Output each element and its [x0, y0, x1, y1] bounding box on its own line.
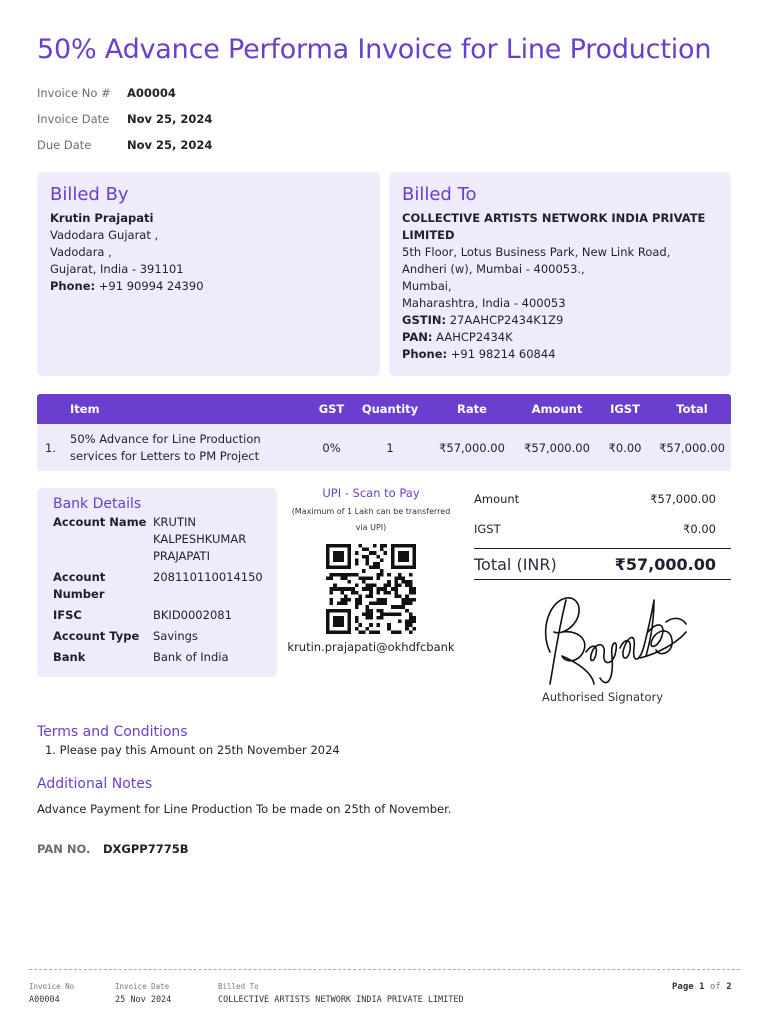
account-number-value: 208110110014150: [153, 570, 263, 584]
bank-details-title: Bank Details: [53, 496, 142, 512]
page-word: Page: [672, 982, 694, 992]
due-date-value: Nov 25, 2024: [127, 138, 213, 152]
invoice-meta: [37, 80, 212, 158]
upi-section: [286, 486, 456, 654]
footer-invoice-no: [29, 982, 74, 1005]
row-rate: ₹57,000.00: [439, 440, 505, 455]
header-igst: IGST: [610, 402, 640, 416]
row-gst: 0%: [322, 440, 341, 455]
footer-invoice-no-value: A00004: [29, 995, 60, 1005]
billed-to-name: COLLECTIVE ARTISTS NETWORK INDIA PRIVATE LIMITED: [402, 211, 706, 242]
bank-name-row: [53, 649, 261, 666]
billed-to-gstin-value: 27AAHCP2434K1Z9: [449, 313, 564, 327]
items-table: [37, 394, 731, 471]
signature-image: [536, 592, 690, 688]
table-row: [37, 424, 731, 471]
notes-text: Advance Payment for Line Production To be made on 25th of November.: [37, 802, 452, 816]
billed-by-address-line1: Vadodara Gujarat ,: [50, 228, 159, 242]
footer-divider: [29, 969, 740, 970]
upi-title: UPI - Scan to Pay: [322, 486, 420, 500]
row-number: 1.: [45, 440, 56, 455]
billed-by-address-line3: Gujarat, India - 391101: [50, 262, 184, 276]
footer-billed-to: [218, 982, 464, 1005]
header-item: Item: [70, 401, 100, 416]
invoice-no-value: A00004: [127, 86, 176, 100]
account-name-label: Account Name: [53, 515, 147, 529]
footer-invoice-date: [115, 982, 171, 1005]
row-igst: ₹0.00: [608, 440, 642, 455]
row-item: 50% Advance for Line Production services for Letters to PM Project: [70, 431, 261, 463]
summary-total-label: Total (INR): [474, 554, 557, 574]
billed-to-gstin: [402, 312, 718, 329]
summary-amount-label: Amount: [474, 492, 520, 506]
invoice-date-label: Invoice Date: [37, 112, 110, 126]
total-divider-gap: [601, 549, 604, 579]
row-amount: ₹57,000.00: [524, 440, 590, 455]
billed-to-title: Billed To: [402, 184, 477, 205]
footer-billed-to-label: Billed To: [218, 982, 259, 991]
billed-by-phone-label: Phone:: [50, 279, 96, 293]
billed-by-address-line2: Vadodara ,: [50, 245, 112, 259]
summary-amount-value: ₹57,000.00: [650, 492, 716, 506]
items-table-header: [37, 394, 731, 424]
footer-invoice-date-value: 25 Nov 2024: [115, 995, 172, 1005]
invoice-summary: [474, 484, 731, 580]
due-date-label: Due Date: [37, 138, 92, 152]
account-type-label: Account Type: [53, 629, 140, 643]
account-name-value: KRUTIN KALPESHKUMAR PRAJAPATI: [153, 515, 247, 563]
due-date-row: [37, 132, 212, 158]
billed-to-address-line2: Mumbai,: [402, 279, 452, 293]
summary-igst-label: IGST: [474, 522, 501, 536]
footer-billed-to-value: COLLECTIVE ARTISTS NETWORK INDIA PRIVATE LIMITED: [218, 995, 464, 1005]
billed-to-phone: [402, 346, 718, 363]
pan-value: DXGPP7775B: [103, 842, 189, 856]
billed-by-phone-value: +91 90994 24390: [98, 279, 204, 293]
notes-title: Additional Notes: [37, 776, 153, 792]
summary-total-row: [474, 548, 731, 580]
footer-invoice-no-label: Invoice No: [29, 982, 75, 991]
account-name-row: [53, 514, 261, 565]
billed-to-phone-value: +91 98214 60844: [450, 347, 556, 361]
page-total: 2: [726, 982, 732, 992]
billed-by-name: Krutin Prajapati: [50, 211, 154, 225]
page-current: 1: [699, 982, 705, 992]
header-rate: Rate: [457, 402, 487, 416]
account-number-label: Account Number: [53, 570, 106, 601]
bank-name-value: Bank of India: [153, 650, 229, 664]
signature-label: Authorised Signatory: [541, 690, 664, 704]
invoice-no-label: Invoice No #: [37, 86, 111, 100]
billed-by-phone: [50, 278, 367, 295]
upi-note: (Maximum of 1 Lakh can be transferred via UPI): [291, 507, 451, 532]
billed-to-address-line3: Maharashtra, India - 400053: [402, 296, 566, 310]
billed-by-panel: [37, 172, 380, 376]
ifsc-value: BKID0002081: [153, 608, 232, 622]
terms-title: Terms and Conditions: [37, 724, 188, 740]
terms-item: 1. Please pay this Amount on 25th November 2024: [45, 743, 340, 757]
bank-name-label: Bank: [53, 650, 86, 664]
row-quantity: 1: [386, 440, 394, 455]
account-type-row: [53, 628, 261, 645]
bank-details-panel: [37, 488, 277, 677]
header-total: Total: [676, 402, 708, 416]
billed-to-phone-label: Phone:: [402, 347, 448, 361]
ifsc-row: [53, 607, 261, 624]
footer-invoice-date-label: Invoice Date: [115, 982, 170, 991]
row-total: ₹57,000.00: [659, 440, 725, 455]
invoice-date-value: Nov 25, 2024: [127, 112, 213, 126]
billed-to-panel: [389, 172, 731, 376]
upi-qr-code[interactable]: [323, 544, 419, 634]
billed-to-pan-label: PAN:: [402, 330, 433, 344]
summary-total-value: ₹57,000.00: [614, 554, 716, 574]
header-amount: Amount: [531, 402, 583, 416]
account-type-value: Savings: [153, 629, 198, 643]
billed-to-address-line1: 5th Floor, Lotus Business Park, New Link Road, Andheri (w), Mumbai - 400053.,: [402, 245, 671, 276]
invoice-no-row: [37, 80, 212, 106]
pan-number: [37, 842, 188, 856]
invoice-date-row: [37, 106, 212, 132]
billed-by-title: Billed By: [50, 184, 129, 205]
upi-id: krutin.prajapati@okhdfcbank: [287, 640, 455, 654]
billed-to-pan: [402, 329, 718, 346]
ifsc-label: IFSC: [53, 608, 82, 622]
summary-igst-value: ₹0.00: [683, 522, 716, 536]
header-quantity: Quantity: [361, 402, 419, 416]
billed-to-pan-value: AAHCP2434K: [436, 330, 513, 344]
pan-label: PAN NO.: [37, 842, 91, 856]
invoice-title: 50% Advance Performa Invoice for Line Production: [37, 34, 712, 65]
page-indicator: [672, 982, 732, 992]
billed-to-gstin-label: GSTIN:: [402, 313, 447, 327]
summary-amount-row: [474, 484, 731, 514]
account-number-row: [53, 569, 261, 603]
header-gst: GST: [318, 402, 345, 416]
page-of: of: [709, 982, 721, 992]
summary-igst-row: [474, 514, 731, 544]
